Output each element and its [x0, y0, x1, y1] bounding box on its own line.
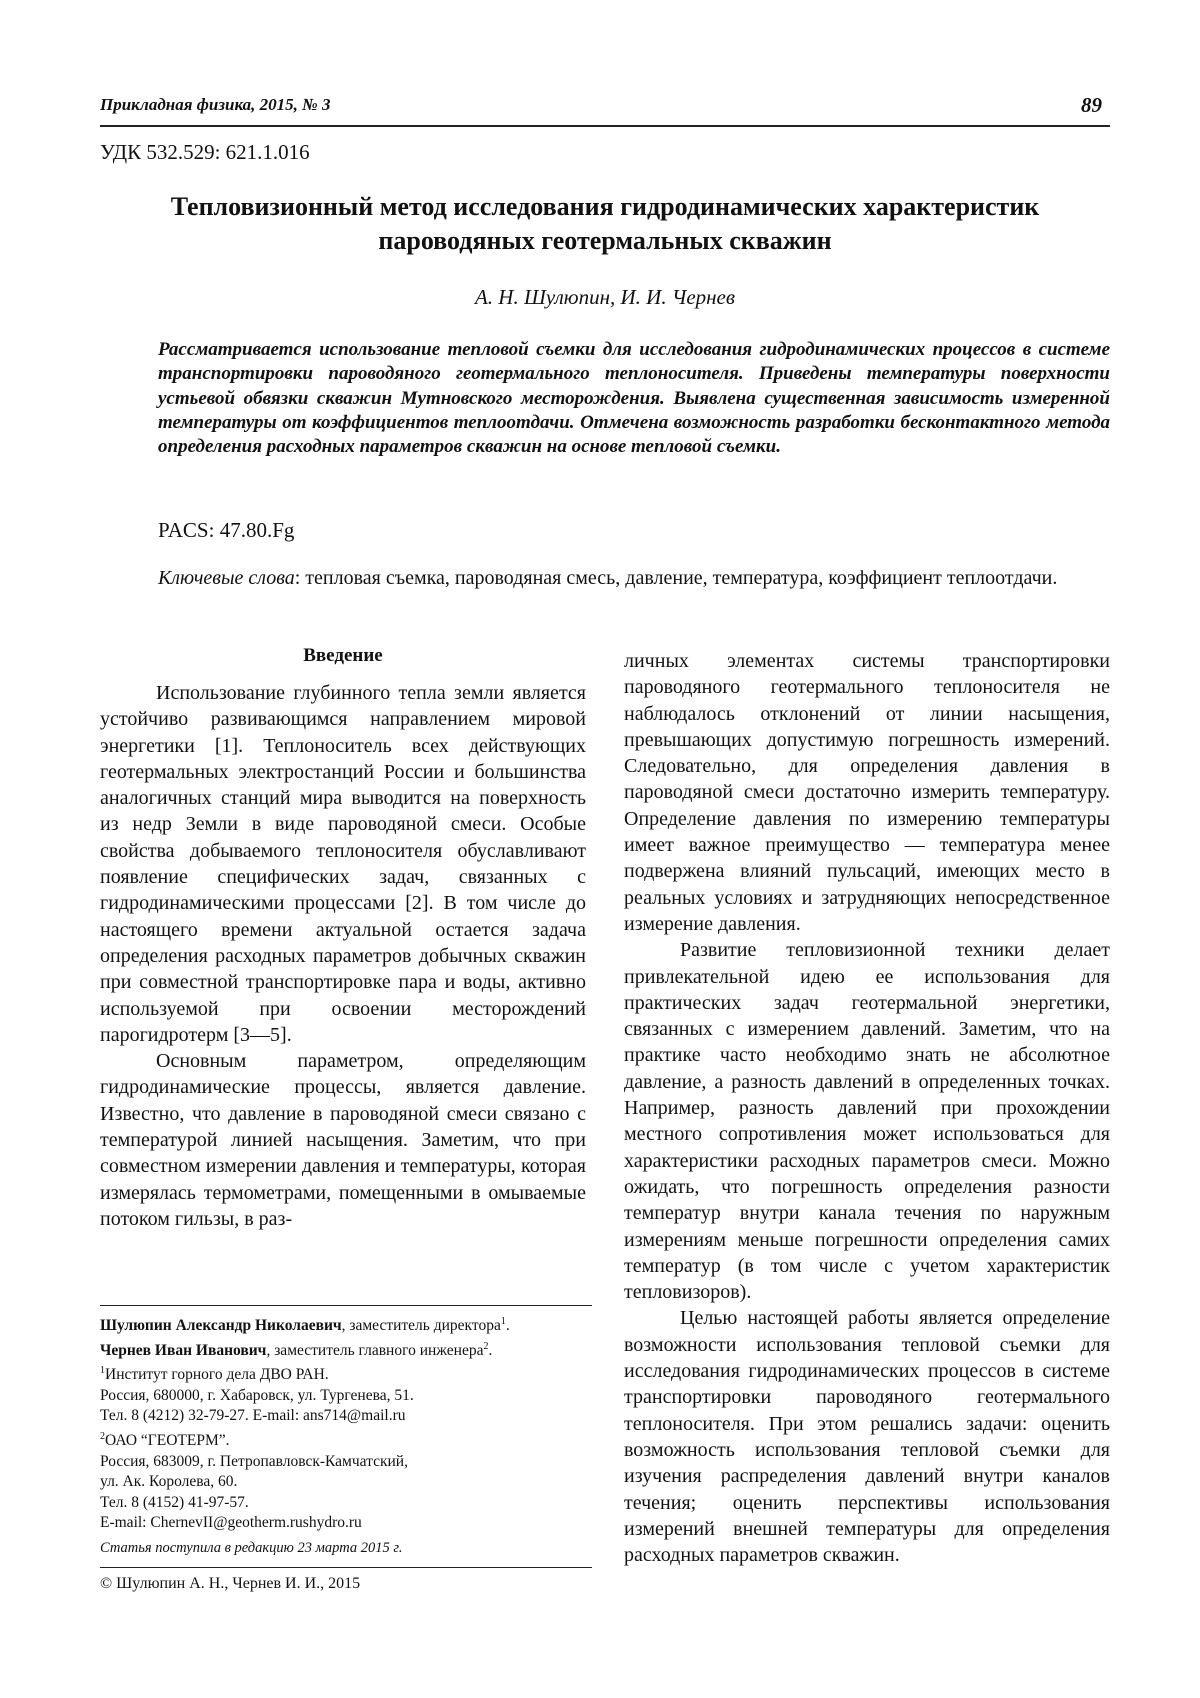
footnote-affiliation-2: $^2$ОАО “ГЕОТЕРМ”.	[100, 1430, 230, 1450]
received-date: Статья поступила в редакцию 23 марта 2015 г.	[100, 1540, 403, 1556]
footnote-address-2b: ул. Ак. Королева, 60.	[100, 1473, 238, 1491]
author-footnote	[100, 1312, 592, 1534]
copyright: © Шулюпин А. Н., Чернев И. И., 2015	[100, 1575, 361, 1592]
journal-title: Прикладная физика, 2015, № 3	[100, 95, 331, 114]
keywords	[158, 565, 1110, 591]
footnote-contact-1: Тел. 8 (4212) 32-79-27. E-mail: ans714@mail.ru	[100, 1407, 406, 1425]
footnote-author-2: Чернев Иван Иванович, заместитель главного инженера$^2$.	[100, 1340, 493, 1359]
paragraph: Развитие тепловизионной техники делает привлекательной идею ее использования для практических задач геотермальной энергетики, связанных с измерением давлений. Заметим, что на практике часто необходимо знать не абсолютное давление, а разность давлений в определенных точках. Например, разность давлений при прохождении местного сопротивления может использоваться для характеристики расходных параметров смеси. Можно ожидать, что погрешность определения разности температур внутри канала течения по наружным измерениям меньше погрешности определения самих температур (в том числе с учетом характеристик тепловизоров).	[624, 939, 1110, 1304]
footnote-address-2a: Россия, 683009, г. Петропавловск-Камчатский,	[100, 1452, 408, 1470]
section-heading-introduction: Введение	[303, 645, 383, 666]
page-number: 89	[1081, 93, 1102, 117]
paragraph: Целью настоящей работы является определение возможности использования тепловой съемки для исследования гидродинамических процессов в системе транспортировки пароводяного геотермального теплоносителя. При этом решались задачи: оценить возможность использования тепловой съемки для изучения распределения давлений внутри каналов течения; оценить перспективы использования измерений внешней температуры для определения расходных параметров скважин.	[624, 1307, 1110, 1567]
left-column	[100, 680, 586, 1232]
pacs-code: PACS: 47.80.Fg	[158, 518, 295, 542]
paragraph: Использование глубинного тепла земли является устойчиво развивающимся направлением мировой энергетики [1]. Теплоноситель всех действующих геотермальных электростанций России и большинства аналогичных станций мира выводится на поверхность из недр Земли в виде пароводяной смеси. Особые свойства добываемого теплоносителя обуславливают появление специфических задач, связанных с гидродинамическими процессами [2]. В том числе до настоящего времени актуальной остается задача определения расходных параметров добычных скважин при совместной транспортировке пара и воды, активно используемой при освоении месторождений парогидротерм [3—5].	[100, 682, 586, 1046]
copyright-divider	[100, 1567, 592, 1568]
udc-code: УДК 532.529: 621.1.016	[100, 140, 310, 164]
footnote-address-1: Россия, 680000, г. Хабаровск, ул. Тургенева, 51.	[100, 1386, 414, 1404]
footnote-email-2: E-mail: ChernevII@geotherm.rushydro.ru	[100, 1514, 362, 1532]
footnote-author-1: Шулюпин Александр Николаевич, заместитель директора$^1$.	[100, 1316, 510, 1335]
keywords-label: Ключевые слова	[158, 567, 295, 589]
paragraph: личных элементах системы транспортировки пароводяного геотермального теплоносителя не наблюдалось отклонений от линии насыщения, превышающих допустимую погрешность измерений. Следовательно, для определения давления в пароводяной смеси достаточно измерить температуру. Определение давления по измерению температуры имеет важное преимущество — температура менее подвержена влияний пульсаций, имеющих место в реальных условиях и затрудняющих непосредственное измерение давления.	[624, 650, 1110, 935]
footnote-phone-2: Тел. 8 (4152) 41-97-57.	[100, 1493, 249, 1511]
abstract: Рассматривается использование тепловой съемки для исследования гидродинамических процессов в системе транспортировки пароводяного геотермального теплоносителя. Приведены температуры поверхности устьевой обвязки скважин Мутновского месторождения. Выявлена существенная зависимость измеренной температуры от коэффициентов теплоотдачи. Отмечена возможность разработки бесконтактного метода определения расходных параметров скважин на основе тепловой съемки.	[158, 339, 1110, 458]
right-column	[624, 648, 1110, 1568]
paragraph: Основным параметром, определяющим гидродинамические процессы, является давление. Известно, что давление в пароводяной смеси связано с температурой линией насыщения. Заметим, что при совместном измерении давления и температуры, которая измерялась термометрами, помещенными в омываемые потоком гильзы, в раз-	[100, 1050, 586, 1230]
keywords-text: : тепловая съемка, пароводяная смесь, давление, температура, коэффициент теплоотдачи.	[294, 567, 1058, 589]
article-title	[100, 190, 1110, 258]
footnote-affiliation-1: $^1$Институт горного дела ДВО РАН.	[100, 1365, 329, 1384]
footnote-divider	[100, 1305, 592, 1306]
author-list: А. Н. Шулюпин, И. И. Чернев	[474, 285, 735, 309]
article-title-line-2: пароводяных геотермальных скважин	[378, 226, 832, 255]
running-header	[100, 95, 1110, 127]
article-title-line-1: Тепловизионный метод исследования гидродинамических характеристик	[170, 192, 1040, 221]
